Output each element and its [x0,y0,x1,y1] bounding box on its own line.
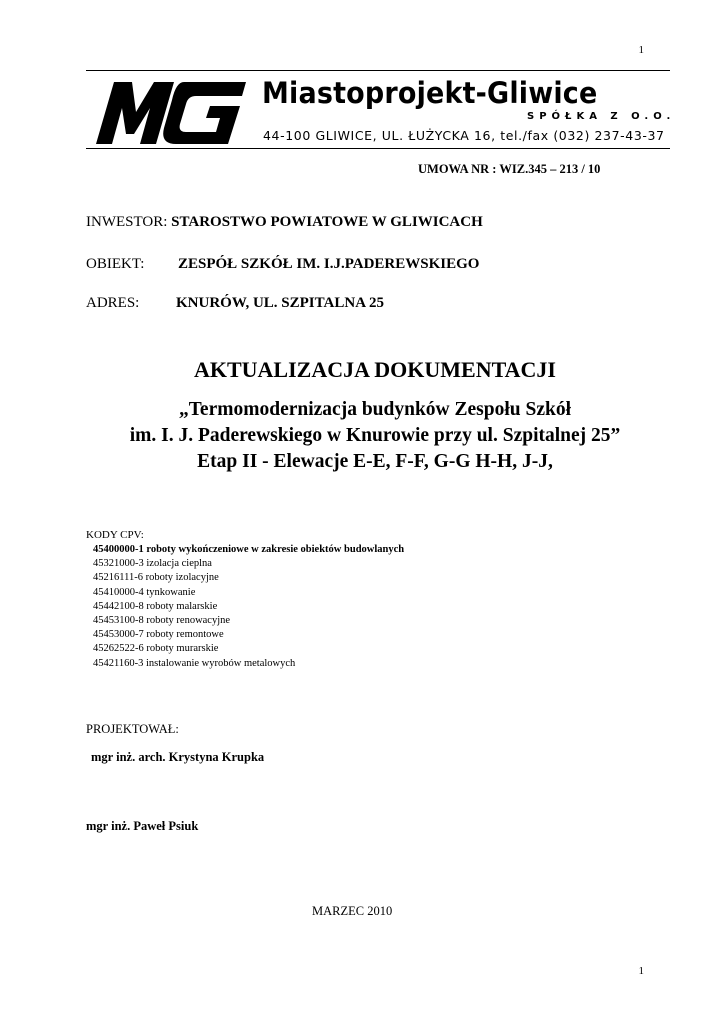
subtitle-line-2: im. I. J. Paderewskiego w Knurowie przy ul. Szpitalnej 25” [129,425,621,446]
cpv-list [93,543,404,671]
page-number-bottom: 1 [638,965,644,977]
designed-by-label: PROJEKTOWAŁ: [86,722,179,736]
investor-label: INWESTOR: [86,214,168,230]
header-top-rule [86,70,670,71]
designer-1: mgr inż. arch. Krystyna Krupka [91,750,265,764]
subtitle-line-1: „Termomodernizacja budynków Zespołu Szkół [178,399,572,420]
logo-text: MG [88,78,90,79]
cpv-item: 45400000-1 roboty wykończeniowe w zakresie obiektów budowlanych [93,544,405,555]
object-value: ZESPÓŁ SZKÓŁ IM. I.J.PADEREWSKIEGO [178,256,480,272]
investor-value: STAROSTWO POWIATOWE W GLIWICACH [171,214,483,230]
company-address: 44-100 GLIWICE, UL. ŁUŻYCKA 16, tel./fax (032) 237-43-37 [263,128,665,143]
cpv-item: 45442100-8 roboty malarskie [93,600,218,612]
cpv-item: 45453000-7 roboty remontowe [93,629,224,641]
company-logo [88,78,248,146]
address-label: ADRES: [86,295,140,311]
cpv-item: 45262522-6 roboty murarskie [93,643,219,655]
cpv-label: KODY CPV: [86,529,144,541]
document-date: MARZEC 2010 [312,904,393,918]
cpv-item: 45321000-3 izolacja cieplna [93,558,212,570]
subtitle-line-3: Etap II - Elewacje E-E, F-F, G-G H-H, J-J, [197,451,553,472]
cpv-item: 45216111-6 roboty izolacyjne [93,572,219,584]
object-label: OBIEKT: [86,256,145,272]
investor-row [86,214,483,231]
company-name: Miastoprojekt-Gliwice [262,76,598,110]
document-title: AKTUALIZACJA DOKUMENTACJI [193,357,556,382]
page-number-top: 1 [638,44,644,56]
cpv-item: 45421160-3 instalowanie wyrobów metalowych [93,657,296,669]
company-legal-form: SPÓŁKA Z O.O. [527,111,676,122]
cpv-item: 45453100-8 roboty renowacyjne [93,615,231,627]
contract-number: UMOWA NR : WIZ.345 – 213 / 10 [418,162,601,176]
designer-2: mgr inż. Paweł Psiuk [86,819,199,833]
object-row [86,256,480,273]
cpv-item: 45410000-4 tynkowanie [93,586,196,598]
header-bottom-rule [86,148,670,149]
address-value: KNURÓW, UL. SZPITALNA 25 [176,295,384,311]
address-row [86,295,384,312]
